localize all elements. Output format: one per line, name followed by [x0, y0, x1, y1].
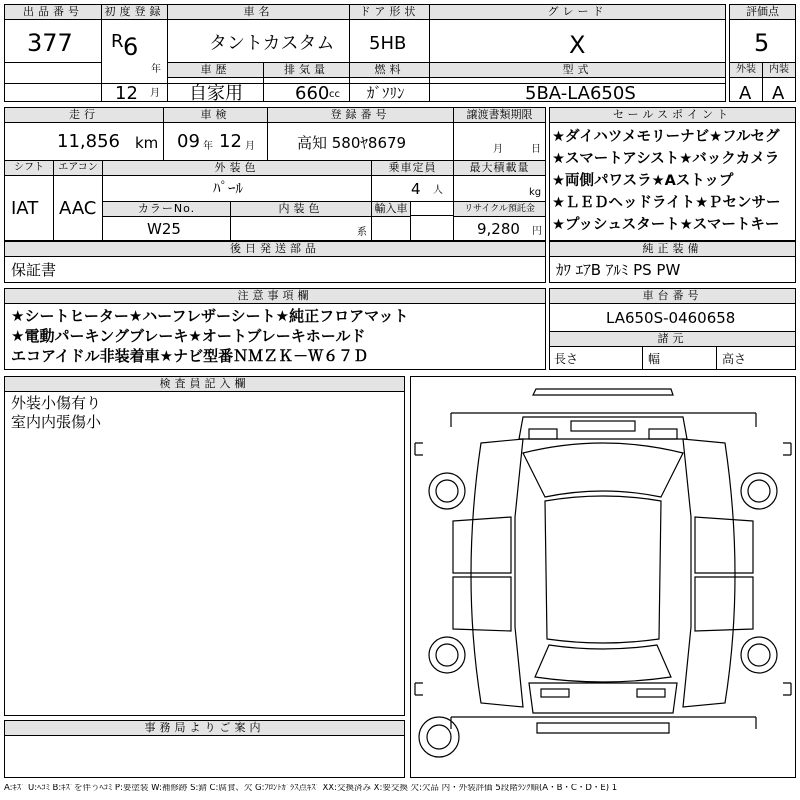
sales-points-block: [549, 107, 796, 241]
header-block: [4, 4, 726, 102]
import-label: 輸入車: [372, 202, 410, 217]
recycle-fee: 9,280: [477, 220, 520, 238]
dims-title: 諸元: [550, 332, 795, 347]
door-type: 5HB: [369, 33, 407, 54]
divider: [716, 346, 717, 369]
transfer-label: 譲渡書類期限: [454, 108, 545, 123]
wheel-front-right: [748, 480, 770, 502]
car-body-diagram: [411, 377, 795, 777]
grille: [571, 421, 635, 431]
ext-label: 外装: [730, 63, 762, 78]
sales-point: ★両側パワスラ★Aストップ: [552, 173, 734, 189]
cc-unit: cc: [329, 89, 340, 100]
sales-points-list: [552, 126, 781, 236]
score-label: 評価点: [730, 5, 795, 20]
notes-block: [4, 288, 546, 370]
tire-rear-right-icon: [741, 637, 777, 673]
front-bumper: [519, 417, 687, 439]
door-right-front: [695, 517, 753, 573]
rear-step: [537, 723, 669, 733]
color-label: 外装色: [103, 161, 371, 176]
equip-title: 純正装備: [550, 242, 795, 257]
inspection-label: 車検: [164, 108, 267, 123]
office-title: 事務局よりご案内: [5, 721, 404, 736]
inspector-block: [4, 376, 405, 716]
aircon: AAC: [59, 198, 97, 219]
load-unit: kg: [529, 187, 542, 198]
inspector-notes: [11, 394, 101, 432]
details-block: [4, 107, 546, 241]
reg-label: 初度登録: [102, 5, 167, 20]
displacement: 660: [295, 83, 330, 104]
door-label: ドア形状: [350, 5, 429, 20]
door-left-rear: [453, 577, 511, 631]
grade-label: グレード: [430, 5, 725, 20]
insp-year-unit: 年: [203, 141, 213, 152]
length-label: 長さ: [554, 352, 579, 366]
parts-value: 保証書: [11, 261, 57, 279]
recycle-label: リサイクル預託金: [454, 202, 545, 217]
color-number: W25: [147, 220, 181, 238]
note-line: ★シートヒーター★ハーフレザーシート★純正フロアマット: [11, 307, 409, 325]
exterior-color: ﾊﾟｰﾙ: [213, 179, 244, 197]
wheel-rear-left: [436, 644, 458, 666]
insp-month-unit: 月: [245, 141, 255, 152]
int-label: 内装: [763, 63, 795, 78]
recycle-unit: 円: [532, 226, 542, 237]
legend-text: A:ｷｽﾞ U:ﾍｺﾐ B:ｷｽﾞを伴うﾍｺﾐ P:要塗装 W:補修跡 S:錆 C:腐食、欠 G:ﾌﾛﾝﾄｶﾞﾗｽ点ｷｽﾞ XX:交換済み X:要交換 欠:欠品 内・外装評価 5段階ﾗﾝｸ順(A・B・C・D・E) 1: [4, 784, 618, 793]
spare-tire-icon: [419, 717, 459, 757]
lot-label: 出品番号: [5, 5, 101, 20]
door-right-rear: [695, 577, 753, 631]
roof-front-outline: [533, 389, 673, 395]
inspector-line: 室内内張傷小: [11, 413, 102, 431]
height-label: 高さ: [722, 352, 747, 366]
transfer-day: 日: [531, 144, 541, 155]
parts-title: 後日発送部品: [5, 242, 545, 257]
taillight-left: [541, 689, 569, 697]
fuel: ｶﾞｿﾘﾝ: [367, 84, 405, 102]
chassis-title: 車台番号: [550, 289, 795, 304]
capacity-label: 乗車定員: [372, 161, 453, 176]
notes-list: [11, 306, 409, 366]
mirror-right: [783, 443, 791, 455]
shift: IAT: [11, 198, 39, 219]
tire-rear-left-icon: [429, 637, 465, 673]
windscreen: [523, 443, 683, 497]
plate-number: 高知 580ﾔ8679: [297, 134, 407, 152]
capacity: 4: [411, 180, 421, 198]
year-unit: 年: [151, 64, 161, 75]
month-unit: 月: [150, 88, 160, 99]
score: 5: [754, 29, 770, 57]
office-block: [4, 720, 405, 778]
ac-label: エアコン: [54, 161, 102, 176]
mileage-label: 走行: [5, 108, 163, 123]
inspector-line: 外装小傷有り: [11, 394, 102, 412]
sales-point: ★プッシュスタート★スマートキー: [552, 217, 780, 233]
model-code: 5BA-LA650S: [525, 83, 636, 104]
history: 自家用: [189, 83, 243, 104]
tire-front-left-icon: [429, 473, 465, 509]
transfer-month: 月: [493, 144, 503, 155]
reg-month: 12: [115, 83, 138, 104]
bracket-left-rear: [415, 683, 423, 695]
int-grade: A: [772, 83, 785, 104]
divider: [5, 62, 101, 63]
spare-wheel: [427, 725, 451, 749]
headlight-right: [649, 429, 677, 439]
wheel-front-left: [436, 480, 458, 502]
insp-year: 09: [177, 131, 200, 152]
equip-block: [549, 241, 796, 283]
plate-label: 登録番号: [268, 108, 453, 123]
mileage-unit: km: [135, 134, 159, 152]
headlight-left: [529, 429, 557, 439]
parts-block: [4, 241, 546, 283]
wheel-rear-right: [748, 644, 770, 666]
bracket-right-rear: [783, 683, 791, 695]
grade: X: [569, 31, 586, 59]
reg-year: 6: [123, 33, 139, 61]
chassis-block: [549, 288, 796, 370]
width-label: 幅: [648, 352, 661, 366]
inspector-title: 検査員記入欄: [5, 377, 404, 392]
insp-month: 12: [219, 131, 242, 152]
door-left-front: [453, 517, 511, 573]
cc-label: 排気量: [264, 63, 349, 78]
name-label: 車名: [168, 5, 349, 20]
sales-point: ★ＬＥＤヘッドライト★Ｐセンサー: [552, 195, 781, 211]
capacity-unit: 人: [433, 185, 443, 196]
intcolor-label: 内装色: [231, 202, 371, 217]
load-label: 最大積載量: [454, 161, 545, 176]
mileage: 11,856: [57, 131, 120, 152]
ext-grade: A: [739, 83, 752, 104]
rear-window: [535, 645, 671, 682]
car-name: タントカスタム: [209, 33, 335, 54]
tire-front-right-icon: [741, 473, 777, 509]
divider: [642, 346, 643, 369]
model-label: 型式: [430, 63, 725, 78]
score-block: [729, 4, 796, 102]
note-line: エコアイドル非装着車★ナビ型番ＮＭＺＫ－Ｗ６７Ｄ: [11, 347, 369, 365]
colorno-label: カラーNo.: [103, 202, 230, 217]
car-diagram: [410, 376, 796, 778]
intcolor-unit: 系: [357, 227, 367, 238]
sales-point: ★ダイハツメモリーナビ★フルセグ: [552, 129, 780, 145]
taillight-right: [637, 689, 665, 697]
tailgate: [529, 683, 677, 713]
era: R: [111, 31, 124, 52]
divider: [410, 201, 411, 240]
lot-number: 377: [27, 29, 73, 57]
mirror-left: [415, 443, 423, 455]
notes-title: 注意事項欄: [5, 289, 545, 304]
chassis-number: LA650S-0460658: [606, 309, 736, 327]
sales-title: セールスポイント: [550, 108, 795, 123]
roof-panel: [545, 496, 661, 643]
equip-value: ｶﾜ ｴｱB ｱﾙﾐ PS PW: [556, 261, 681, 279]
note-line: ★電動パーキングブレーキ★オートブレーキホールド: [11, 327, 366, 345]
fuel-label: 燃料: [350, 63, 429, 78]
history-label: 車歴: [168, 63, 263, 78]
sales-point: ★スマートアシスト★バックカメラ: [552, 151, 780, 167]
shift-label: シフト: [5, 161, 53, 176]
